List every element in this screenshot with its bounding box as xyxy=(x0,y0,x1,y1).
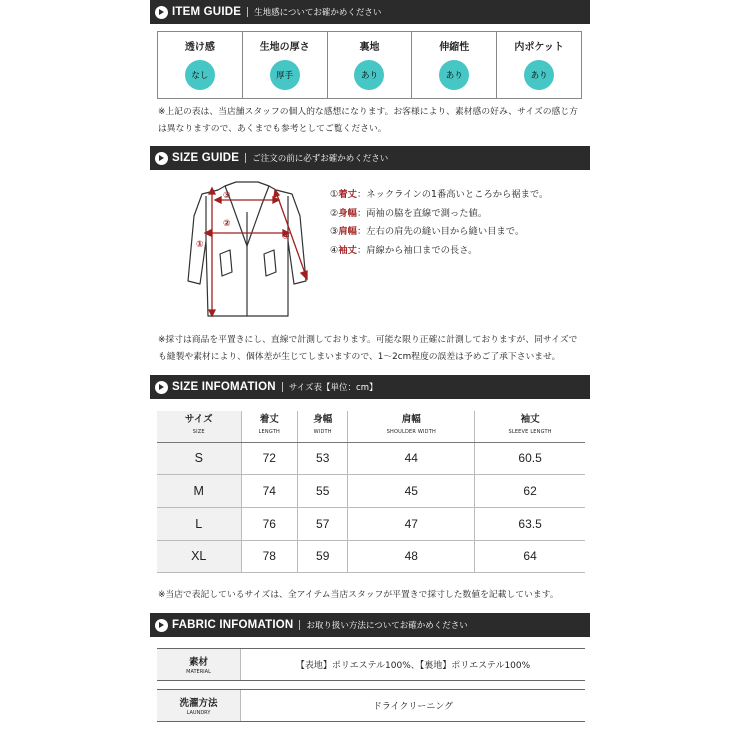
legend-key: 肩幅 xyxy=(338,226,357,237)
divider xyxy=(247,7,248,17)
note-line: は異なりますので、あくまでも参考としてご覧ください。 xyxy=(158,124,387,134)
item-guide-cell xyxy=(328,32,413,98)
size-cell: XL xyxy=(157,540,241,573)
size-guide-header xyxy=(150,146,590,170)
legend-key: 身幅 xyxy=(338,207,357,219)
size-table-header xyxy=(348,411,475,442)
size-table-header xyxy=(475,411,585,442)
legend-num: ④ xyxy=(330,244,339,256)
item-guide-badge: あり xyxy=(354,60,384,90)
note-line: ※採寸は商品を平置きにし、直線で計測しております。可能な限り正確に計測しておりますが、同サイズで xyxy=(158,335,578,345)
item-guide-table xyxy=(157,31,582,99)
legend-desc: ：肩線から袖口までの長さ。 xyxy=(356,244,478,256)
size-guide-subtitle: ご注文の前に必ずお確かめください xyxy=(252,154,389,164)
table-row xyxy=(157,507,585,540)
table-row xyxy=(157,442,585,475)
table-cell: 53 xyxy=(297,442,347,475)
size-cell: L xyxy=(157,507,241,540)
table-cell: 62 xyxy=(475,475,585,508)
header-jp: 身幅 xyxy=(313,414,333,426)
item-guide-badge: あり xyxy=(524,60,554,90)
item-guide-label: 伸縮性 xyxy=(439,42,470,53)
size-guide-legend xyxy=(330,186,548,260)
divider xyxy=(245,153,246,163)
item-guide-cell xyxy=(497,32,582,98)
legend-num: ① xyxy=(330,189,339,200)
size-cell: S xyxy=(157,442,241,475)
legend-num: ③ xyxy=(330,226,339,237)
size-cell: M xyxy=(157,475,241,508)
size-table xyxy=(157,411,585,573)
table-row xyxy=(157,475,585,508)
diagram-mark: ② xyxy=(223,219,231,229)
play-arrow-icon xyxy=(155,6,168,19)
item-guide-subtitle: 生地感についてお確かめください xyxy=(254,8,382,18)
table-cell: 72 xyxy=(241,442,297,475)
header-jp: 着丈 xyxy=(259,414,279,426)
legend-item xyxy=(330,186,548,205)
divider xyxy=(299,620,300,630)
fabric-header xyxy=(150,613,590,637)
legend-desc: ：左右の肩先の縫い目から縫い目まで。 xyxy=(356,226,525,237)
size-table-header-row xyxy=(157,411,585,442)
legend-key: 袖丈 xyxy=(338,244,357,256)
legend-item xyxy=(330,242,548,261)
fabric-row-laundry xyxy=(157,689,585,722)
fabric-subtitle: お取り扱い方法についてお確かめください xyxy=(306,621,468,631)
fabric-row-header xyxy=(157,649,241,680)
header-jp: サイズ xyxy=(184,414,213,426)
fabric-row-value: ドライクリーニング xyxy=(372,702,454,712)
legend-num: ② xyxy=(330,207,339,219)
fabric-header-en: LAUNDRY xyxy=(186,710,211,716)
item-guide-label: 透け感 xyxy=(184,42,215,53)
item-guide-cell xyxy=(412,32,497,98)
fabric-row-value: 【表地】ポリエステル100%、【裏地】ポリエステル100% xyxy=(295,661,531,671)
legend-desc: ：両袖の脇を直線で測った値。 xyxy=(356,207,488,219)
header-en: SHOULDER WIDTH xyxy=(386,429,436,436)
table-cell: 48 xyxy=(348,540,475,573)
diagram-mark: ① xyxy=(196,240,204,250)
table-cell: 63.5 xyxy=(475,507,585,540)
play-arrow-icon xyxy=(155,619,168,632)
legend-desc: ：ネックラインの1番高いところから裾まで。 xyxy=(356,189,549,200)
table-row xyxy=(157,540,585,573)
size-table-header xyxy=(241,411,297,442)
diagram-mark: ④ xyxy=(282,232,290,242)
fabric-title: FABRIC INFOMATION xyxy=(172,619,294,631)
fabric-row-header xyxy=(157,690,241,721)
item-guide-badge: あり xyxy=(439,60,469,90)
table-cell: 59 xyxy=(297,540,347,573)
size-info-header xyxy=(150,375,590,399)
diagram-mark: ③ xyxy=(223,191,231,201)
size-table-header xyxy=(157,411,241,442)
table-cell: 78 xyxy=(241,540,297,573)
fabric-row-material xyxy=(157,648,585,681)
coat-diagram xyxy=(180,176,315,324)
note-line: も縫製や素材により、個体差が生じてしまいますので、1〜2cm程度の誤差は予めご了承下さいませ。 xyxy=(158,352,561,362)
header-jp: 袖丈 xyxy=(520,414,540,426)
header-en: SIZE xyxy=(192,429,205,436)
item-guide-label: 生地の厚さ xyxy=(259,42,310,53)
table-cell: 60.5 xyxy=(475,442,585,475)
item-guide-badge: 厚手 xyxy=(270,60,300,90)
table-cell: 45 xyxy=(348,475,475,508)
table-cell: 44 xyxy=(348,442,475,475)
fabric-header-en: MATERIAL xyxy=(186,669,211,675)
legend-item xyxy=(330,205,548,224)
item-guide-badge: なし xyxy=(185,60,215,90)
item-guide-cell xyxy=(243,32,328,98)
table-cell: 74 xyxy=(241,475,297,508)
size-guide-title: SIZE GUIDE xyxy=(172,152,240,164)
size-table-header xyxy=(297,411,347,442)
table-cell: 47 xyxy=(348,507,475,540)
legend-item xyxy=(330,223,548,242)
size-info-note: ※当店で表記しているサイズは、全アイテム当店スタッフが平置きで採寸した数値を記載しています。 xyxy=(158,590,559,600)
legend-key: 着丈 xyxy=(338,189,357,200)
play-arrow-icon xyxy=(155,152,168,165)
divider xyxy=(282,382,283,392)
header-en: WIDTH xyxy=(313,429,332,436)
fabric-header-jp: 洗濯方法 xyxy=(179,698,218,709)
item-guide-title: ITEM GUIDE xyxy=(172,6,242,18)
table-cell: 76 xyxy=(241,507,297,540)
fabric-header-jp: 素材 xyxy=(188,657,208,668)
table-cell: 64 xyxy=(475,540,585,573)
play-arrow-icon xyxy=(155,381,168,394)
table-cell: 55 xyxy=(297,475,347,508)
item-guide-note xyxy=(158,104,588,138)
item-guide-label: 裏地 xyxy=(359,42,380,53)
item-guide-label: 内ポケット xyxy=(514,42,564,53)
size-info-title: SIZE INFOMATION xyxy=(172,381,276,393)
item-guide-cell xyxy=(158,32,243,98)
size-info-subtitle: サイズ表【単位：cm】 xyxy=(288,383,378,393)
item-guide-header xyxy=(150,0,590,24)
size-guide-note xyxy=(158,332,588,366)
note-line: ※上記の表は、当店舗スタッフの個人的な感想になります。お客様により、素材感の好み、サイズの感じ方 xyxy=(158,107,578,117)
header-en: SLEEVE LENGTH xyxy=(508,429,552,436)
table-cell: 57 xyxy=(297,507,347,540)
header-jp: 肩幅 xyxy=(401,414,421,426)
header-en: LENGTH xyxy=(258,429,280,436)
